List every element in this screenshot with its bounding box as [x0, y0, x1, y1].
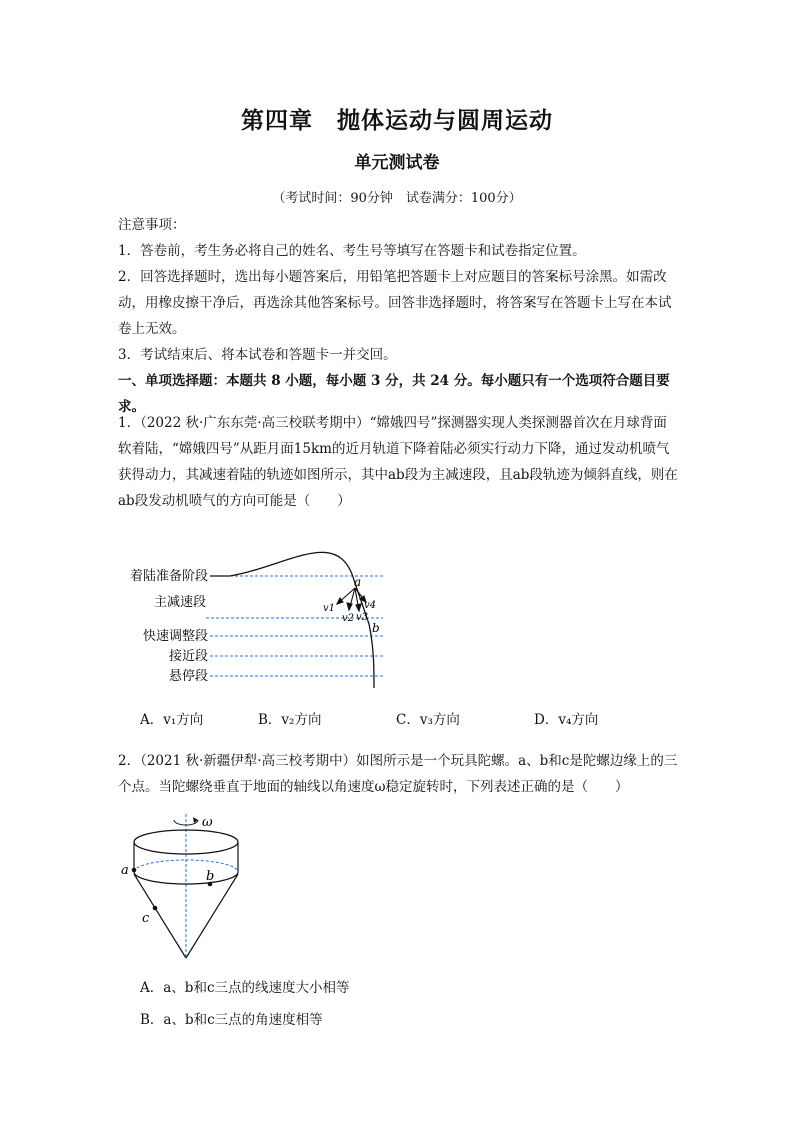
notes-item-2: 2．回答选择题时，选出每小题答案后，用铅笔把答题卡上对应题目的答案标号涂黑。如需改动，用橡皮擦干净后，再选涂其他答案标号。回答非选择题时，将答案写在答题卡上写在本试卷上无效。: [118, 269, 672, 337]
section-heading: 一、单项选择题：本题共 8 小题，每小题 3 分，共 24 分。每小题只有一个选项符合题目要求。: [118, 373, 670, 415]
question-1-stem: 1．（2022 秋·广东东莞·高三校联考期中）“嫦娥四号”探测器实现人类探测器首次在月球背面软着陆，“嫦娥四号”从距月面15km的近月轨道下降着陆必须实行动力下降，通过发动机喷气获得动力，其减速着陆的轨迹如图所示，其中ab段为主减速段，且ab段轨迹为倾斜直线，则在ab段发动机喷气的方向可能是（ ）: [118, 415, 678, 509]
exam-meta: （考试时间：90分钟 试卷满分：100分）: [272, 191, 522, 206]
q1-option-d[interactable]: D．v₄方向: [534, 712, 599, 728]
label-hover: 悬停段: [168, 669, 208, 684]
point-c-label: c: [142, 911, 150, 926]
vector-v4-label: v4: [364, 600, 377, 611]
q2-option-b[interactable]: B．a、b和c三点的角速度相等: [140, 1012, 323, 1028]
label-approach: 接近段: [168, 649, 208, 664]
point-b-label: b: [372, 621, 380, 635]
label-fast-adjust: 快速调整段: [142, 629, 208, 644]
point-a-label: a: [354, 575, 362, 589]
omega-label: ω: [202, 815, 213, 830]
page-subtitle: 单元测试卷: [354, 153, 440, 173]
label-landing-prep: 着陆准备阶段: [129, 569, 208, 584]
question-2: [118, 748, 678, 800]
question-1: [118, 410, 678, 514]
q2-option-a[interactable]: A．a、b和c三点的线速度大小相等: [140, 980, 350, 996]
notes-heading: 注意事项：: [118, 217, 186, 233]
question-2-stem: 2．（2021 秋·新疆伊犁·高三校考期中）如图所示是一个玩具陀螺。a、b和c是陀螺边缘上的三个点。当陀螺绕垂直于地面的轴线以角速度ω稳定旋转时，下列表述正确的是（ ）: [118, 753, 678, 795]
notes-block: [118, 212, 678, 420]
q1-option-c[interactable]: C．v₃方向: [396, 712, 460, 728]
notes-item-1: 1．答卷前，考生务必将自己的姓名、考生号等填写在答题卡和试卷指定位置。: [118, 243, 586, 259]
vector-v2-label: v2: [342, 613, 355, 624]
landing-trajectory-figure: [118, 538, 398, 693]
point-a-label: a: [121, 863, 129, 878]
q1-option-a[interactable]: A．v₁方向: [140, 712, 204, 728]
notes-item-3: 3．考试结束后、将本试卷和答题卡一并交回。: [118, 347, 397, 363]
point-b-label: b: [206, 869, 215, 884]
q1-option-b[interactable]: B．v₂方向: [258, 712, 322, 728]
page-title: 第四章 抛体运动与圆周运动: [241, 107, 553, 134]
vector-v1-label: v1: [323, 603, 336, 614]
spinning-top-figure: [118, 808, 258, 968]
vector-v3-label: v3: [356, 612, 369, 623]
label-main-deceleration: 主减速段: [153, 595, 206, 610]
